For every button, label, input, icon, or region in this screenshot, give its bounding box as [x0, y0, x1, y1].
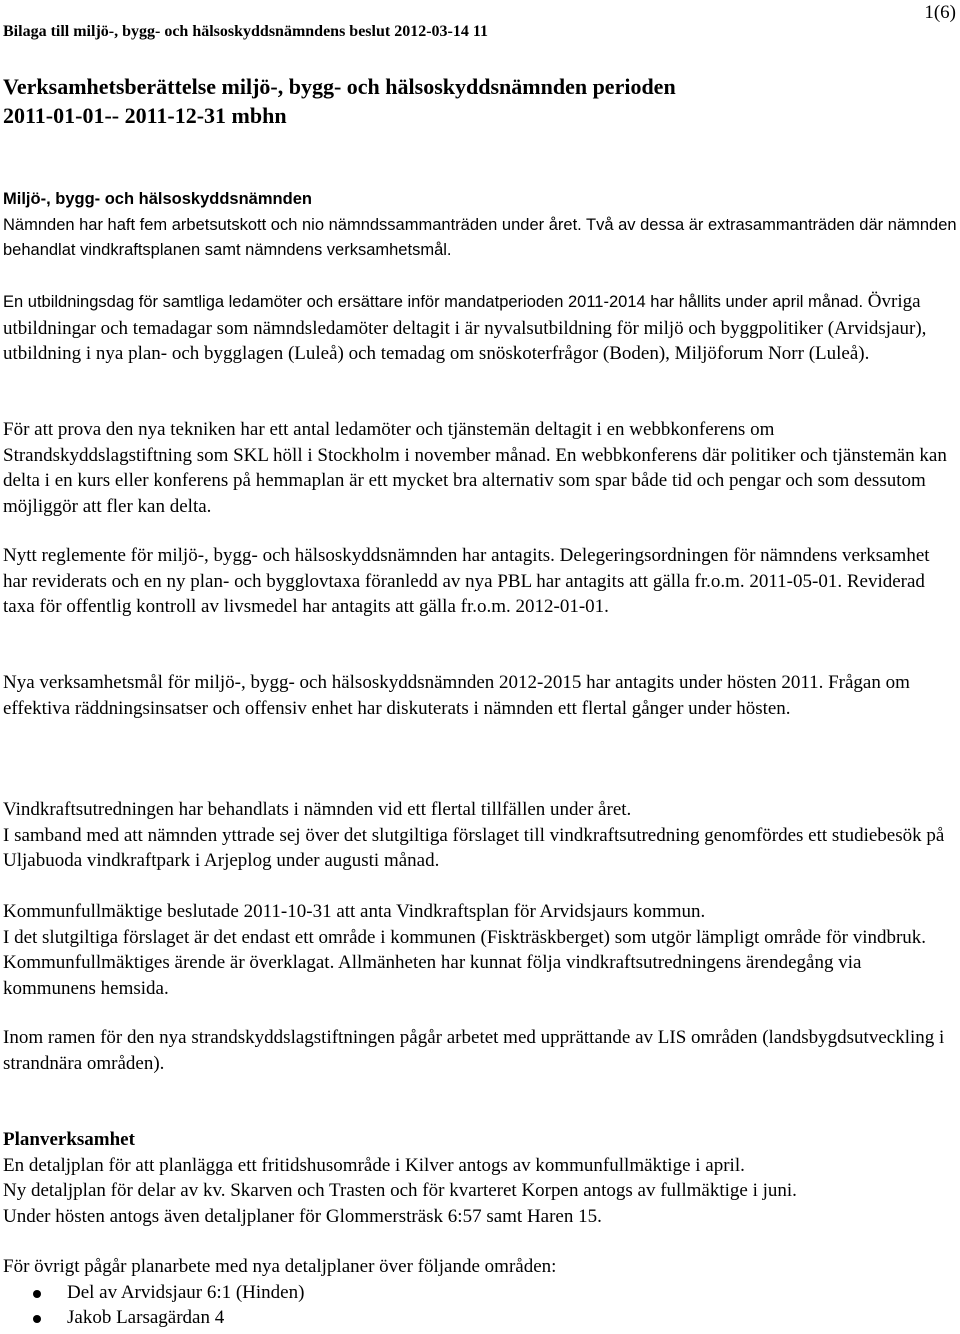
education-sentence-2: Övriga utbildningar och temadagar som nämndsledamöter deltagit i är nyvalsutbildning för miljö och byggpolitiker (Arvidsjaur), utbildning i nya plan- och bygglagen (Luleå) och temadag om snöskoterfrågor (Boden), Miljöforum Norr (Luleå). [3, 291, 927, 364]
paragraph-lis: Inom ramen för den nya strandskyddslagstiftningen pågår arbetet med upprättande av LIS områden (landsbygdsutveckling i strandnära områden). [3, 1027, 945, 1074]
list-item-text: Del av Arvidsjaur 6:1 (Hinden) [67, 1281, 305, 1303]
bullet-icon [33, 1315, 41, 1323]
plan-line-3: Under hösten antogs även detaljplaner för Glommersträsk 6:57 samt Haren 15. [3, 1205, 602, 1227]
plan-line-2: Ny detaljplan för delar av kv. Skarven och Trasten och för kvarteret Korpen antogs av fullmäktige i juni. [3, 1180, 797, 1201]
section-planverksamhet [3, 1127, 958, 1229]
title-line-2: 2011-01-01-- 2011-12-31 mbhn [3, 103, 287, 128]
paragraph-education [3, 289, 958, 367]
section-namnden [3, 187, 958, 264]
planverksamhet-heading: Planverksamhet [3, 1129, 135, 1150]
plan-line-1: En detaljplan för att planlägga ett fritidshusområde i Kilver antogs av kommunfullmäktige i april. [3, 1154, 745, 1176]
bullet-icon [33, 1290, 41, 1298]
plan-list-section [3, 1254, 958, 1331]
paragraph-wind [3, 797, 958, 874]
paragraph-goals: Nya verksamhetsmål för miljö-, bygg- och hälsoskyddsnämnden 2012-2015 har antagits under hösten 2011. Frågan om effektiva räddningsinsatser och offensiv enhet har diskuterats i nämnden ett flertal gånger under hösten. [3, 672, 910, 719]
paragraph-webconference: För att prova den nya tekniken har ett antal ledamöter och tjänstemän deltagit i en webbkonferens om Strandskyddslagstiftning som SKL höll i Stockholm i november månad. En webbkonferens där politiker och tjänstemän kan delta i en kurs eller konferens på hemmaplan är ett mycket bra alternativ som spar både tid och pengar och som dessutom möjliggör att fler kan delta. [3, 419, 947, 517]
wind-line-1: Vindkraftsutredningen har behandlats i nämnden vid ett flertal tillfällen under året. [3, 799, 632, 820]
wind-line-2: I samband med att nämnden yttrade sej över det slutgiltiga förslaget till vindkraftsutredning genomfördes ett studiebesök på Uljabuoda vindkraftpark i Arjeplog under augusti månad. [3, 824, 945, 871]
windplan-line-2: I det slutgiltiga förslaget är det endast ett område i kommunen (Fiskträskberget) som utgör lämpligt område för vindbruk. Kommunfullmäktiges ärende är överklagat. Allmänheten har kunnat följa vindkraftsutredningens ärendegång via kommunens hemsida. [3, 926, 927, 999]
paragraph-regulations: Nytt reglemente för miljö-, bygg- och hälsoskyddsnämnden har antagits. Delegeringsordningen för nämndens verksamhet har reviderats och en ny plan- och bygglovtaxa föranledd av nya PBL har antagits att gälla fr.o.m. 2011-05-01. Reviderad taxa för offentlig kontroll av livsmedel har antagits att gälla fr.o.m. 2012-01-01. [3, 545, 930, 617]
education-sentence-1: En utbildningsdag för samtliga ledamöter och ersättare inför mandatperioden 2011-2014 har hållits under april månad. [3, 293, 864, 311]
attachment-header: Bilaga till miljö-, bygg- och hälsoskyddsnämndens beslut 2012-03-14 11 [3, 23, 488, 40]
list-item [3, 1305, 958, 1331]
paragraph-meetings: Nämnden har haft fem arbetsutskott och nio nämndssammanträden under året. Två av dessa är extrasammanträden där nämnden behandlat vindkraftsplanen samt nämndens verksamhetsmål. [3, 215, 957, 259]
list-item [3, 1280, 958, 1306]
page-number: 1(6) [924, 2, 956, 23]
list-item-text: Jakob Larsagärdan 4 [67, 1307, 225, 1328]
document-title [3, 72, 943, 130]
windplan-line-1: Kommunfullmäktige beslutade 2011-10-31 att anta Vindkraftsplan för Arvidsjaurs kommun. [3, 901, 706, 922]
paragraph-windplan [3, 899, 958, 1001]
plan-list-intro: För övrigt pågår planarbete med nya detaljplaner över följande områden: [3, 1256, 557, 1277]
title-line-1: Verksamhetsberättelse miljö-, bygg- och hälsoskyddsnämnden perioden [3, 74, 676, 99]
section-heading: Miljö-, bygg- och hälsoskyddsnämnden [3, 190, 312, 208]
